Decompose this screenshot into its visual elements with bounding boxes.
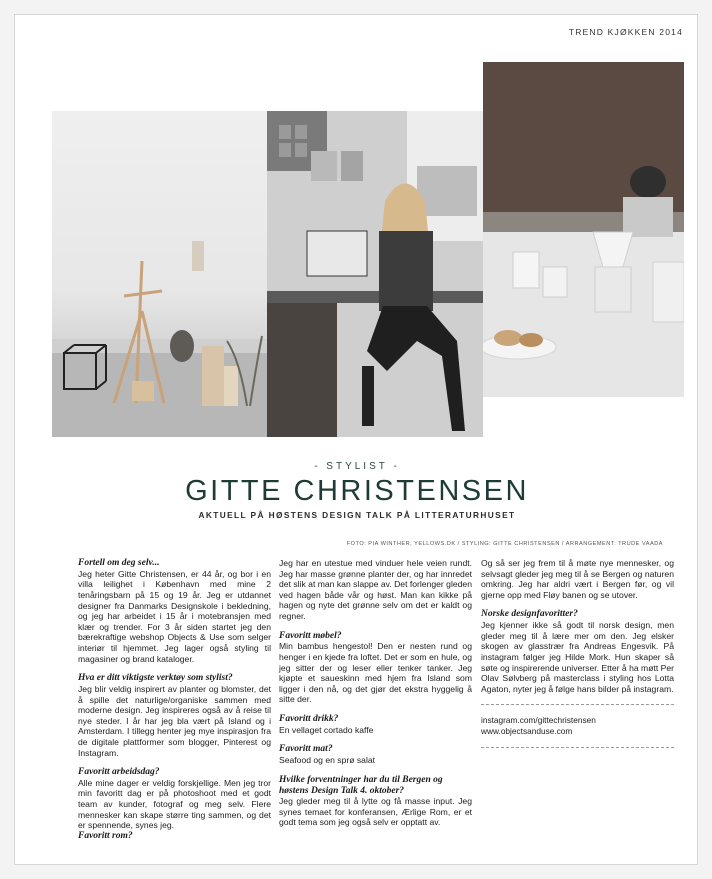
dashed-divider — [481, 704, 674, 705]
answer: Seafood og en sprø salat — [279, 755, 376, 766]
question: Favoritt arbeidsdag? — [78, 767, 160, 778]
answer: En vellaget cortado kaffe — [279, 724, 374, 735]
answer: Jeg har en utestue med vinduer hele veien rundt. Jeg har masse grønne planter der, og har innredet det slik at man kan slappe av. Det forlenger gleden ved hagen både vår og høst. Man kan kikke på hagen og nyte det grønne selv om det er kaldt og regner. — [279, 558, 472, 621]
question: Hvilke forventninger har du til Bergen og høstens Design Talk 4. oktober? — [279, 774, 443, 796]
running-head: TREND KJØKKEN 2014 — [568, 27, 683, 37]
question: Favoritt mat? — [279, 744, 333, 755]
answer: Jeg kjenner ikke så godt til norsk design, men gleder meg til å lære mer om den. Jeg elsker skogen av glasstrær fra Andreas Engesvik. På instagram følger jeg Hilde Mork. Hun skaper så søte og inspirerende universer. Etter å ha møtt Per Olav Sølvberg på masterclass i styling hos Lotta Agaton, nyter jeg å følge hans bilder på instagram. — [481, 620, 674, 694]
question: Hva er ditt viktigste verktøy som stylist? — [78, 673, 233, 684]
website-link[interactable]: www.objectsanduse.com — [481, 725, 573, 736]
text-column-2 — [279, 558, 472, 828]
answer: Jeg blir veldig inspirert av planter og blomster, det å spille det naturlige/organiske sammen med moderne design. Jeg inspireres også av å reise til nye steder. I år har jeg bla vært på Island og i Amsterdam. I tillegg henter jeg mye inspirasjon fra de digitale plattformer som blogger, Pinterest og Instagram. — [78, 683, 271, 758]
photo-interior-objects — [52, 111, 267, 437]
instagram-link[interactable]: instagram.com/gittechristensen — [481, 715, 596, 726]
photo-kitchen-coffee — [483, 62, 684, 397]
answer: Og så ser jeg frem til å møte nye mennesker, og selvsagt gleder jeg meg til å se Bergen og naturen omkring. Jeg har aldri vært i Bergen før, og vil gjerne opp med Fløy banen og se utover. — [481, 558, 674, 600]
photo-credit: FOTO: PIA WINTHER, YELLOWS.DK / STYLING: GITTE CHRISTENSEN / ARRANGEMENT: TRUDE VAADA — [346, 541, 663, 547]
answer: Min bambus hengestol! Den er nesten rund og henger i en kjede fra loftet. Det er som en hule, og jeg sitter der og leser eller tenker tanker. Jeg kjøpte et saueskinn med hjem fra Island som ligger i den nå, og det gjør det ekstra hyggelig å sitte der. — [279, 641, 472, 705]
subtitle: AKTUELL PÅ HØSTENS DESIGN TALK PÅ LITTERATURHUSET — [198, 510, 516, 520]
question: Favoritt møbel? — [279, 630, 342, 641]
question: Norske designfavoritter? — [481, 609, 578, 620]
answer: Jeg heter Gitte Christensen, er 44 år, og bor i en villa leilighet i København med mine 2 tenåringsbarn på 15 og 19 år. Jeg er utdannet designer fra Danmarks Designskole i bekledning, og jeg har arbeidet i 15 år i motebransjen med klær og trender. For 3 år siden startet jeg den bærekraftige webshop Objects & Use som selger interiør til hjemmet. Jeg lager også styling til magasiner og brand kataloger. — [78, 568, 271, 664]
question: Fortell om deg selv... — [78, 558, 160, 568]
interior-illustration — [52, 111, 267, 437]
answer: Jeg gleder meg til å lytte og få masse input. Jeg synes temaet for konferansen, Ærlige Rom, er et godt tema som jeg også selv er opptatt av. — [279, 796, 472, 828]
answer: Alle mine dager er veldig forskjellige. Men jeg tror min favoritt dag er på photoshoot med et godt team av kunder, fotograf og meg selv. Flere mennesker kan skape større ting sammen, og det er spennende, synes jeg. — [78, 777, 271, 831]
question: Favoritt drikk? — [279, 713, 339, 724]
photo-stylist-portrait — [267, 111, 483, 437]
question: Favoritt rom? — [78, 830, 133, 841]
text-column-3 — [481, 558, 674, 758]
magazine-page — [14, 14, 698, 865]
dashed-divider — [481, 747, 674, 748]
portrait-illustration — [267, 111, 483, 437]
kicker: - STYLIST - — [314, 461, 400, 472]
text-column-1 — [78, 558, 271, 842]
kitchen-illustration — [483, 62, 684, 397]
page-title: GITTE CHRISTENSEN — [185, 475, 529, 507]
